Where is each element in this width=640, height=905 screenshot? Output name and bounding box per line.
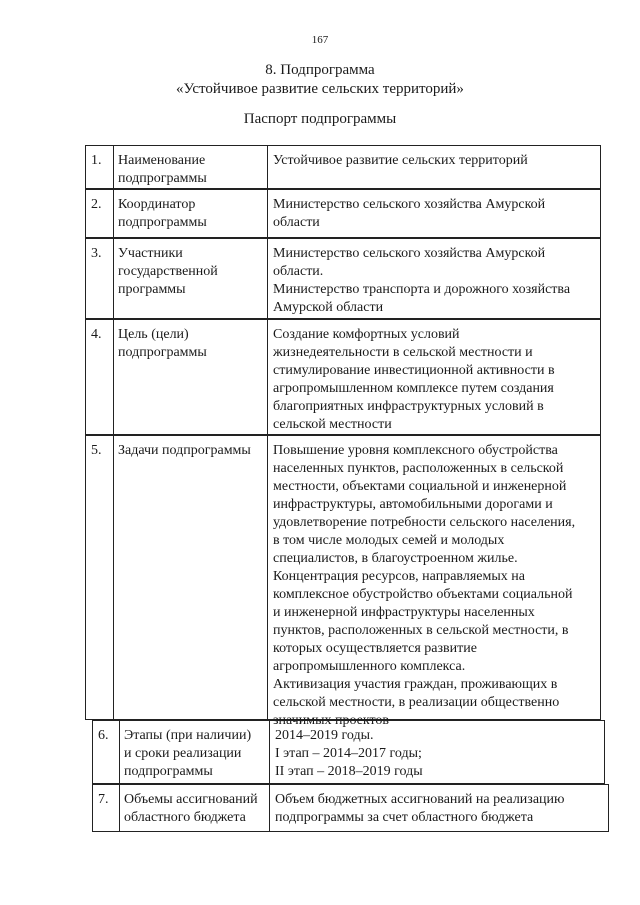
value-line: Концентрация ресурсов, направляемых на: [273, 569, 525, 584]
row-number: 4.: [86, 320, 114, 434]
subprogram-name: «Устойчивое развитие сельских территорий»: [176, 81, 464, 97]
row-label: [114, 190, 268, 237]
label-line: Объемы ассигнований: [124, 792, 258, 807]
label-line: подпрограммы: [118, 345, 207, 360]
value-line: Активизация участия граждан, проживающих в: [273, 677, 558, 692]
value-line: благоприятных инфраструктурных условий в: [273, 399, 544, 414]
value-line: местности, объектами социальной и инженерной: [273, 479, 567, 494]
label-line: подпрограммы: [118, 215, 207, 230]
value-line: пунктов, расположенных в сельской местности, в: [273, 623, 569, 638]
label-line: и сроки реализации: [124, 746, 242, 761]
row-number: 2.: [86, 190, 114, 237]
value-line: и инженерной инфраструктуры населенных: [273, 605, 535, 620]
table-row: [85, 319, 601, 435]
label-line: подпрограммы: [124, 764, 213, 779]
row-value: [270, 721, 604, 783]
row-value: [268, 436, 600, 728]
row-label: [120, 721, 270, 783]
row-number: 3.: [86, 239, 114, 318]
row-number: 1.: [86, 146, 114, 188]
table-row: [85, 238, 601, 319]
value-line: сельской местности, в реализации общественно: [273, 695, 560, 710]
row-label: [114, 239, 268, 318]
label-line: Этапы (при наличии): [124, 728, 252, 743]
label-line: подпрограммы: [118, 171, 207, 186]
value-line: Министерство сельского хозяйства Амурской: [273, 197, 546, 212]
value-line: которых осуществляется развитие: [273, 641, 477, 656]
row-number: 6.: [93, 721, 120, 783]
value-line: агропромышленного комплекса.: [273, 659, 466, 674]
value-line: II этап – 2018–2019 годы: [275, 764, 423, 779]
row-value: [270, 785, 608, 831]
value-line: Повышение уровня комплексного обустройства: [273, 443, 558, 458]
value-line: населенных пунктов, расположенных в сельской: [273, 461, 564, 476]
row-value: [268, 190, 600, 237]
row-number: 5.: [86, 436, 114, 719]
table-row: [85, 189, 601, 238]
value-line: инфраструктуры, автомобильными дорогами и: [273, 497, 553, 512]
value-line: в том числе молодых семей и молодых: [273, 533, 505, 548]
subprogram-title: 8. Подпрограмма: [265, 62, 375, 78]
label-line: Наименование: [118, 153, 206, 168]
label-line: программы: [118, 282, 186, 297]
label-line: Цель (цели): [118, 327, 189, 342]
value-line: области.: [273, 264, 324, 279]
row-label: [120, 785, 270, 831]
passport-title: Паспорт подпрограммы: [243, 111, 397, 127]
table-row: [92, 720, 605, 784]
value-line: комплексное обустройство объектами социальной: [273, 587, 573, 602]
value-line: 2014–2019 годы.: [275, 728, 374, 743]
value-line: I этап – 2014–2017 годы;: [275, 746, 422, 761]
value-line: удовлетворение потребности сельского населения,: [273, 515, 576, 530]
table-row: [85, 435, 601, 728]
row-value: [268, 320, 600, 434]
label-line: Участники: [118, 246, 183, 261]
row-label: [114, 320, 268, 434]
value-line: подпрограммы за счет областного бюджета: [275, 810, 534, 825]
label-line: Задачи подпрограммы: [118, 443, 251, 458]
label-line: Координатор: [118, 197, 196, 212]
row-value: [268, 239, 600, 318]
table-row: [85, 145, 601, 189]
table-row: [92, 784, 609, 832]
value-line: Устойчивое развитие сельских территорий: [273, 153, 528, 168]
row-label: [114, 146, 268, 188]
value-line: области: [273, 215, 320, 230]
label-line: областного бюджета: [124, 810, 246, 825]
value-line: агропромышленном комплексе путем создания: [273, 381, 554, 396]
value-line: Министерство транспорта и дорожного хозяйства: [273, 282, 571, 297]
row-number: 7.: [93, 785, 120, 831]
value-line: жизнедеятельности в сельской местности и: [273, 345, 533, 360]
value-line: сельской местности: [273, 417, 392, 432]
row-label: [114, 436, 268, 719]
page-number: 167: [311, 34, 329, 46]
value-line: Объем бюджетных ассигнований на реализацию: [275, 792, 565, 807]
value-line: Создание комфортных условий: [273, 327, 460, 342]
value-line: Министерство сельского хозяйства Амурской: [273, 246, 546, 261]
value-line: значимых проектов: [273, 713, 390, 728]
value-line: стимулирование инвестиционной активности в: [273, 363, 555, 378]
value-line: специалистов, в благоустроенном жилье.: [273, 551, 518, 566]
label-line: государственной: [118, 264, 218, 279]
row-value: [268, 146, 600, 188]
value-line: Амурской области: [273, 300, 384, 315]
